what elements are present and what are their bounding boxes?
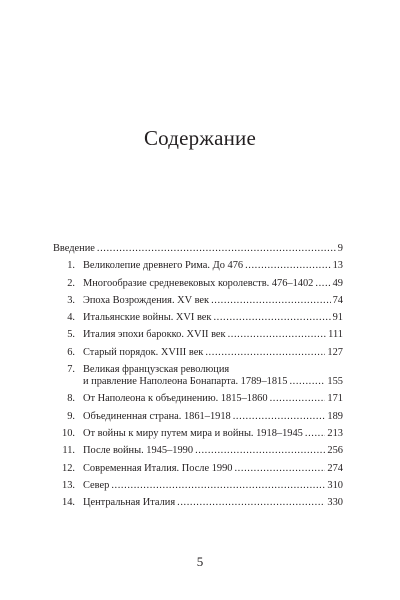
toc-entry-page: 13 — [332, 260, 343, 272]
dot-leader — [205, 347, 325, 359]
toc-entry-title-line-2: и правление Наполеона Бонапарта. 1789–1815 — [83, 376, 288, 388]
toc-entry — [53, 329, 343, 341]
toc-entry — [53, 295, 343, 307]
toc-entry-title: Современная Италия. После 1990 — [83, 462, 233, 474]
toc-entry-number: 8. — [67, 393, 75, 405]
toc-entry-title: Объединенная страна. 1861–1918 — [83, 410, 231, 422]
dot-leader — [233, 411, 326, 423]
dot-leader — [315, 278, 330, 290]
toc-entry — [53, 347, 343, 359]
toc-entry-number: 10. — [62, 427, 75, 439]
toc-entry-page: 9 — [337, 243, 343, 254]
toc-entry-title: Введение — [53, 243, 95, 254]
dot-leader — [270, 393, 326, 405]
toc-entry-number: 13. — [62, 479, 75, 491]
toc-entry-title: Многообразие средневековых королевств. 476–1402 — [83, 277, 314, 289]
toc-entry-number: 5. — [67, 329, 75, 341]
toc-entry-page: 91 — [332, 312, 343, 324]
toc-entry-title: Север — [83, 479, 110, 491]
dot-leader — [228, 329, 327, 341]
toc-entry-number: 3. — [67, 294, 75, 306]
toc-entry-page: 213 — [327, 427, 343, 439]
toc-entry-page: 189 — [327, 410, 343, 422]
toc-entry-title: Италия эпохи барокко. XVII век — [83, 329, 226, 341]
toc-entry-number: 1. — [67, 260, 75, 272]
toc-entry-title: От войны к миру путем мира и войны. 1918–1945 — [83, 427, 303, 439]
toc-entry-page: 330 — [327, 497, 343, 509]
toc-entry — [53, 497, 343, 509]
toc-entry-page: 274 — [327, 462, 343, 474]
toc-entry-title-line-1: Великая французская революция — [83, 364, 230, 376]
dot-leader — [305, 428, 326, 440]
toc-entry-page: 256 — [327, 445, 343, 457]
toc-entry — [53, 463, 343, 475]
toc-entry-number: 4. — [67, 312, 75, 324]
toc-entry-title: Центральная Италия — [83, 497, 176, 509]
toc-entry — [53, 278, 343, 290]
dot-leader — [97, 243, 336, 255]
toc-entry-title: После войны. 1945–1990 — [83, 445, 194, 457]
toc-entry-title: Старый порядок. XVIII век — [83, 346, 204, 358]
toc-entry-number: 11. — [62, 445, 75, 457]
dot-leader — [177, 497, 325, 509]
toc-entry — [53, 364, 343, 388]
toc-entry-number: 6. — [67, 346, 75, 358]
toc-entry-page: 155 — [327, 376, 343, 388]
toc-entry-page: 74 — [332, 294, 343, 306]
toc-entry-number: 2. — [67, 277, 75, 289]
toc-entry-title: Итальянские войны. XVI век — [83, 312, 212, 324]
toc-entry — [53, 480, 343, 492]
toc-entry — [53, 428, 343, 440]
toc-entry-page: 310 — [327, 479, 343, 491]
dot-leader — [211, 295, 331, 307]
toc-entry-title: Великолепие древнего Рима. До 476 — [83, 260, 244, 272]
page-title: Содержание — [143, 126, 257, 150]
toc-entry — [53, 260, 343, 272]
page-number: 5 — [196, 554, 204, 569]
dot-leader — [195, 445, 325, 457]
toc-entry-page: 171 — [327, 393, 343, 405]
toc-entry-title: Эпоха Возрождения. XV век — [83, 294, 210, 306]
dot-leader — [111, 480, 325, 492]
toc-entry-title: От Наполеона к объединению. 1815–1860 — [83, 393, 268, 405]
dot-leader — [213, 312, 330, 324]
toc-entry — [53, 445, 343, 457]
dot-leader — [245, 260, 331, 272]
toc-entry-number: 9. — [67, 410, 75, 422]
toc-entry-page: 127 — [327, 346, 343, 358]
toc-entry-page: 49 — [332, 277, 343, 289]
toc-entry-number: 12. — [62, 462, 75, 474]
toc-entry — [53, 393, 343, 405]
table-of-contents — [53, 243, 343, 514]
toc-entry — [53, 411, 343, 423]
toc-entry — [53, 243, 343, 255]
toc-entry — [53, 312, 343, 324]
toc-entry-number: 14. — [62, 497, 75, 509]
toc-entry-page: 111 — [328, 329, 343, 341]
toc-entry-number: 7. — [67, 364, 75, 376]
dot-leader — [234, 463, 325, 475]
dot-leader — [289, 376, 325, 388]
